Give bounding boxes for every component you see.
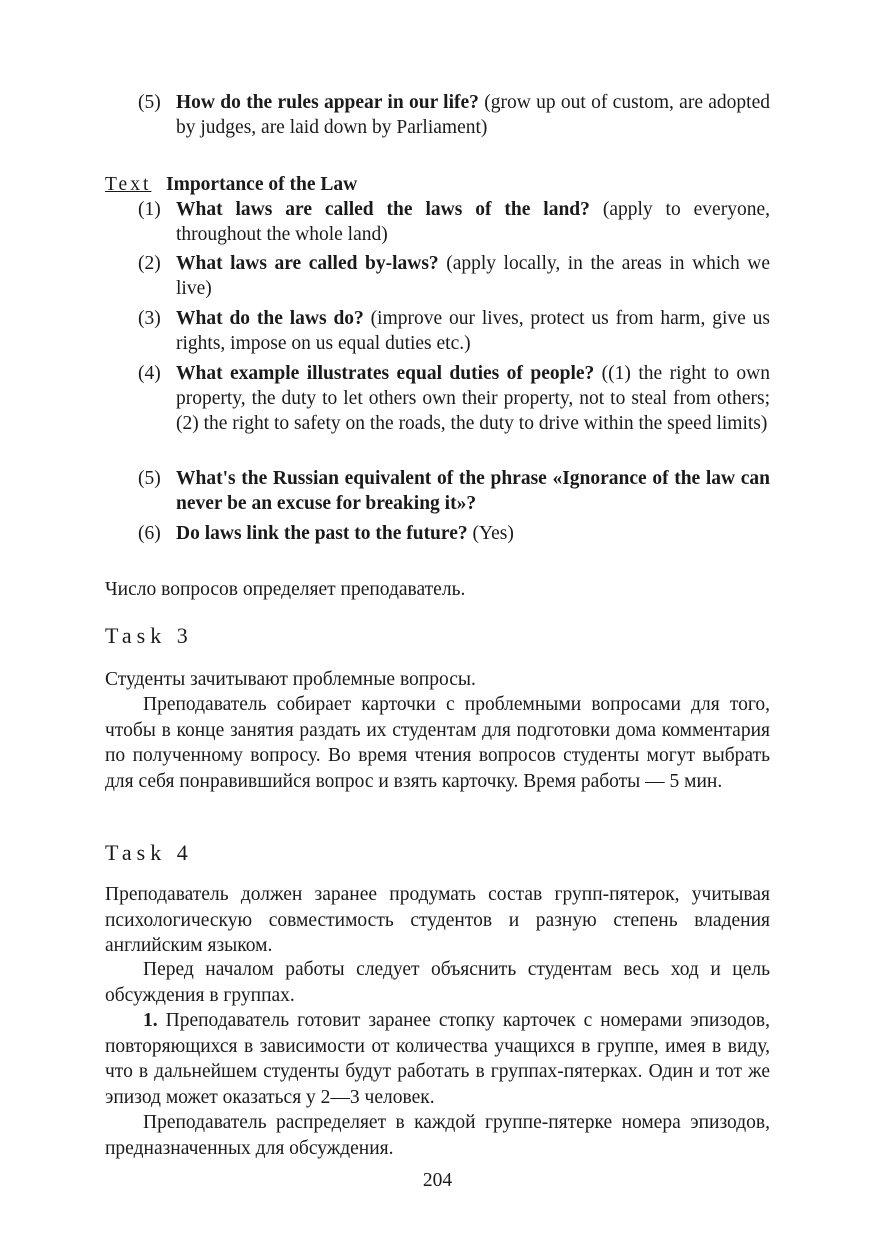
item-number: (5) [138,468,161,489]
question-text: What laws are called the laws of the land? [176,199,590,220]
text-label: Text [105,174,152,195]
item-number: (1) [138,199,161,220]
item-number: (3) [138,308,161,329]
task4-paragraph-1: Преподаватель должен заранее продумать состав групп-пятерок, учитывая психологическую совместимость студентов и разную степень владения английским языком. [105,884,770,957]
question-text: What do the laws do? [176,308,364,329]
task4-paragraph-3 [105,1008,770,1110]
question-text: What's the Russian equivalent of the phrase «Ignorance of the law can never be an excuse for breaking it»? [176,468,770,514]
question-text: What example illustrates equal duties of people? [176,363,595,384]
question-item [138,521,770,546]
text-heading [105,172,357,197]
item-number: (5) [138,92,161,113]
answer-text: (apply to everyone, throughout the whole land) [176,199,770,245]
teacher-note: Число вопросов определяет преподаватель. [105,579,466,600]
item-number: (6) [138,523,161,544]
item-number: (2) [138,253,161,274]
task3-intro: Студенты зачитывают проблемные вопросы. [105,669,476,690]
question-text: How do the rules appear in our life? [176,92,479,113]
text-title: Importance of the Law [166,174,358,195]
question-item [138,197,770,247]
page-number: 204 [422,1170,453,1191]
item-number: (4) [138,363,161,384]
question-item [138,306,770,356]
question-item [138,466,770,516]
answer-text: (improve our lives, protect us from harm, give us rights, impose on us equal duties etc.) [176,308,770,354]
question-text: What laws are called by-laws? [176,253,439,274]
question-text: Do laws link the past to the future? [176,523,468,544]
task4-paragraph-2: Перед началом работы следует объяснить студентам весь ход и цель обсуждения в группах. [105,959,770,1006]
task3-paragraph: Преподаватель собирает карточки с проблемными вопросами для того, чтобы в конце занятия раздать их студентам для подготовки дома комментария по полученному вопросу. Во время чтения вопросов студенты могут выбрать для себя понравившийся вопрос и взять карточку. Время работы — 5 мин. [105,694,770,792]
task4-paragraph-4: Преподаватель распределяет в каждой группе-пятерке номера эпизодов, предназначенных для обсуждения. [105,1112,770,1159]
answer-text: (apply locally, in the areas in which we live) [176,253,770,299]
task4-heading: Task 4 [105,840,193,865]
step-number: 1. [143,1010,158,1031]
question-item [138,90,770,140]
question-item [138,361,770,436]
task3-heading: Task 3 [105,623,193,648]
answer-text: (grow up out of custom, are adopted by judges, are laid down by Parliament) [176,92,771,138]
question-item [138,251,770,301]
answer-text: (Yes) [467,523,514,544]
answer-text: ((1) the right to own property, the duty to let others own their property, not to steal from others; (2) the right to safety on the roads, the duty to drive within the speed limits) [176,363,770,434]
step-text: Преподаватель готовит заранее стопку карточек с номерами эпизодов, повторяющихся в зависимости от количества учащихся в группе, имея в виду, что в дальнейшем студенты будут работать в группах-пятерках. Один и тот же эпизод может оказаться у 2—3 человек. [105,1010,770,1108]
